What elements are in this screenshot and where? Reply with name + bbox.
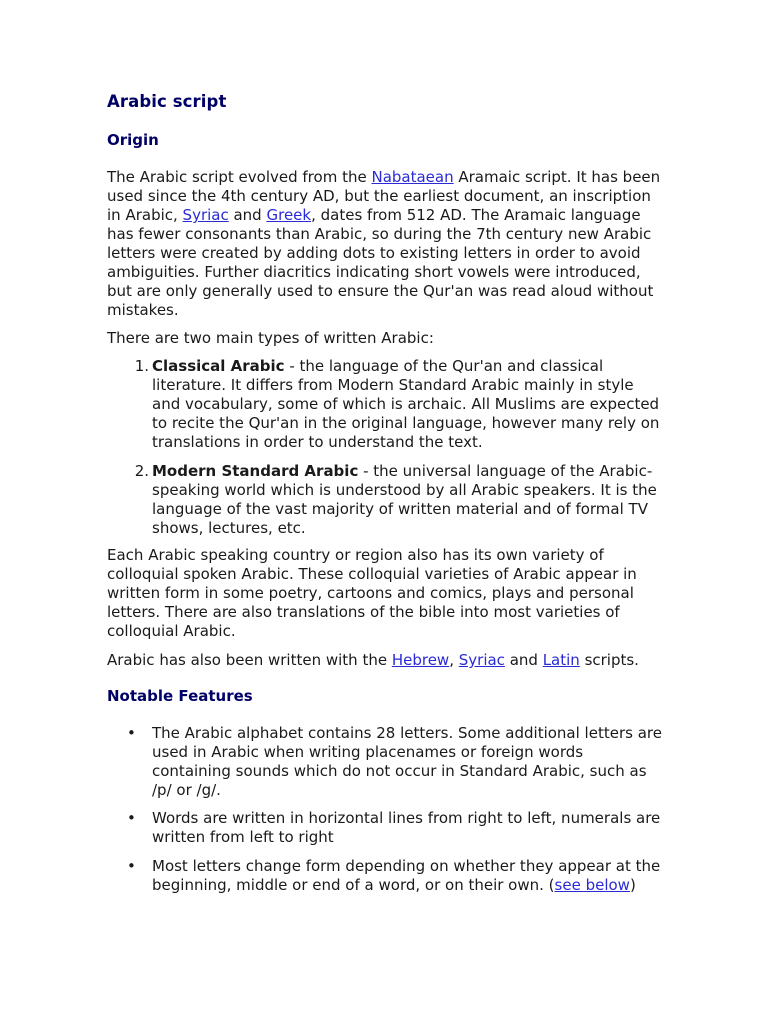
list-item-text: Modern Standard Arabic - the universal language of the Arabic-speaking world which is understood by all Arabic speakers. It is the language of the vast majority of written material and of formal TV shows, lectures, etc. — [152, 462, 657, 537]
origin-paragraph-1: The Arabic script evolved from the Nabataean Aramaic script. It has been used since the 4th century AD, but the earliest document, an inscription in Arabic, Syriac and Greek, dates from 512 AD. The Aramaic language has fewer consonants than Arabic, so during the 7th century new Arabic letters were created by adding dots to existing letters in order to avoid ambiguities. Further diacritics indicating short vowels were introduced, but are only generally used to ensure the Qur'an was read aloud without mistakes. — [107, 168, 661, 319]
section-heading-notable-features: Notable Features — [107, 687, 253, 705]
page-title: Arabic script — [107, 92, 227, 111]
bullet-icon: • — [127, 809, 136, 827]
link-hebrew[interactable]: Hebrew — [391, 651, 450, 669]
list-number: 2. — [134, 462, 149, 480]
feature-item-text: Most letters change form depending on whether they appear at the beginning, middle or end of a word, or on their own. (see below) — [152, 857, 661, 894]
list-number: 1. — [134, 357, 149, 375]
origin-paragraph-4: Arabic has also been written with the Hebrew, Syriac and Latin scripts. — [107, 651, 639, 669]
bullet-icon: • — [127, 857, 136, 875]
link-greek[interactable]: Greek — [266, 206, 312, 224]
origin-paragraph-3: Each Arabic speaking country or region also has its own variety of colloquial spoken Arabic. These colloquial varieties of Arabic appear in written form in some poetry, cartoons and comics, plays and personal letters. There are also translations of the bible into most varieties of colloquial Arabic. — [107, 546, 637, 640]
bullet-icon: • — [127, 724, 136, 742]
origin-paragraph-2: There are two main types of written Arabic: — [107, 329, 434, 347]
list-item-text: Classical Arabic - the language of the Qur'an and classical literature. It differs from Modern Standard Arabic mainly in style and vocabulary, some of which is archaic. All Muslims are expected to recite the Qur'an in the original language, however many rely on translations in order to understand the text. — [152, 357, 660, 451]
link-syriac[interactable]: Syriac — [182, 206, 229, 224]
link-see-below[interactable]: see below — [554, 876, 630, 894]
link-nabataean[interactable]: Nabataean — [371, 168, 454, 186]
section-heading-origin: Origin — [107, 131, 159, 149]
link-syriac-2[interactable]: Syriac — [458, 651, 505, 669]
feature-item-text: The Arabic alphabet contains 28 letters. Some additional letters are used in Arabic when writing placenames or foreign words containing sounds which do not occur in Standard Arabic, such as /p/ or /g/. — [152, 724, 662, 799]
feature-item-text: Words are written in horizontal lines from right to left, numerals are written from left to right — [152, 809, 661, 846]
link-latin[interactable]: Latin — [542, 651, 580, 669]
